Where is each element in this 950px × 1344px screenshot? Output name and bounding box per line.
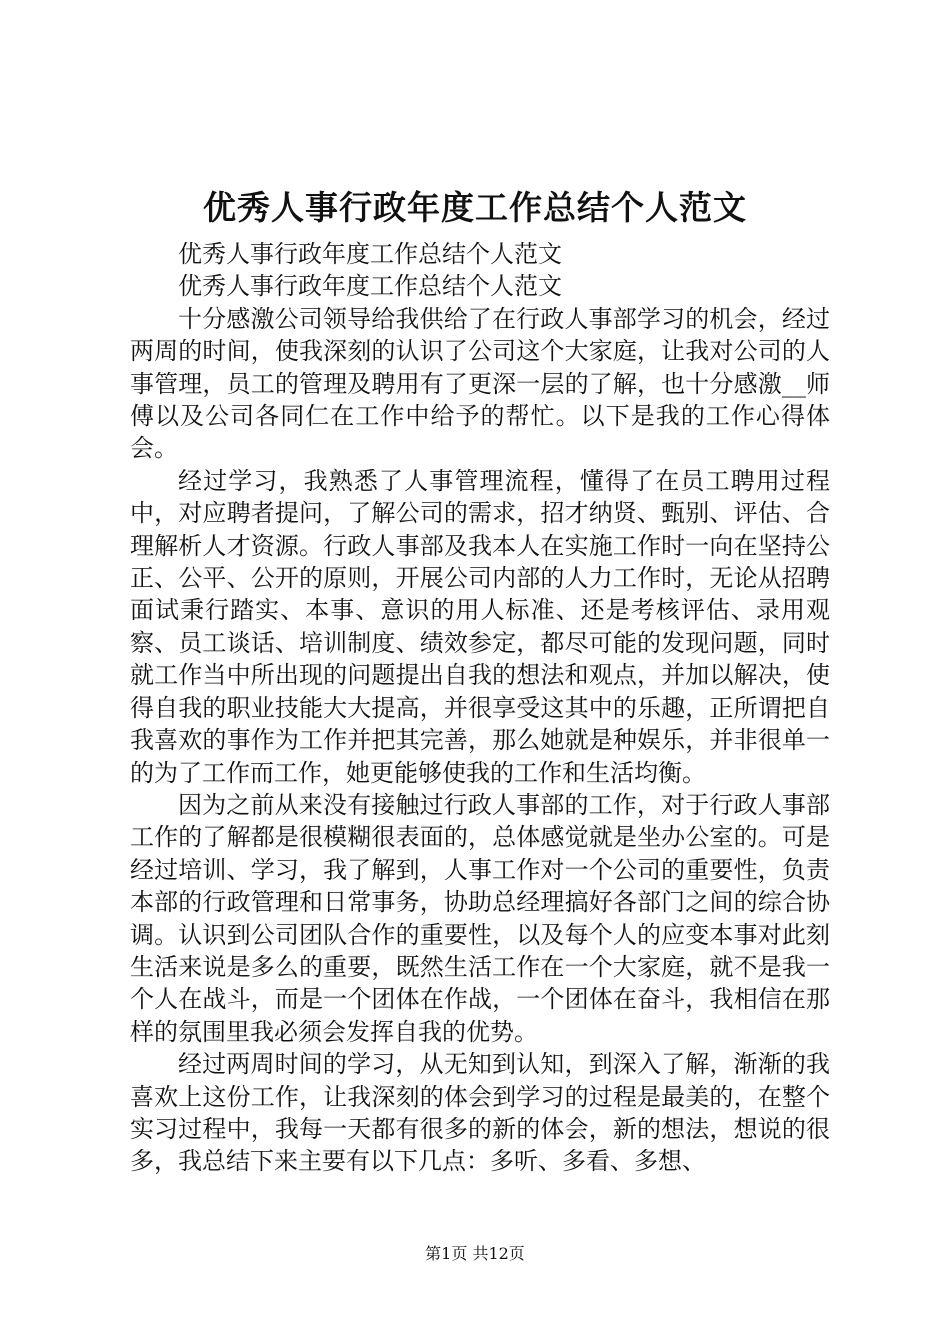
subtitle-line: 优秀人事行政年度工作总结个人范文 (178, 240, 562, 268)
body-paragraph: 经过学习，我熟悉了人事管理流程，懂得了在员工聘用过程中，对应聘者提问，了解公司的需求，招才纳贤、甄别、评估、合理解析人才资源。行政人事部及我本人在实施工作时一向在坚持公正、公平、公开的原则，开展公司内部的人力工作时，无论从招聘面试秉行踏实、本事、意识的用人标准、还是考核评估、录用观察、员工谈话、培训制度、绩效参定，都尽可能的发现问题，同时就工作当中所出现的问题提出自我的想法和观点，并加以解决，使得自我的职业技能大大提高，并很享受这其中的乐趣，正所谓把自我喜欢的事作为工作并把其完善，那么她就是种娱乐，并非很单一的为了工作而工作，她更能够使我的工作和生活均衡。 (130, 466, 830, 787)
body-paragraph: 因为之前从来没有接触过行政人事部的工作，对于行政人事部工作的了解都是很模糊很表面的，总体感觉就是坐办公室的。可是经过培训、学习，我了解到，人事工作对一个公司的重要性，负责本部的行政管理和日常事务，协助总经理搞好各部门之间的综合协调。认识到公司团队合作的重要性，以及每个人的应变本事对此刻生活来说是多么的重要，既然生活工作在一个大家庭，就不是我一个人在战斗，而是一个团体在作战，一个团体在奋斗，我相信在那样的氛围里我必须会发挥自我的优势。 (130, 790, 830, 1046)
subtitle-line: 优秀人事行政年度工作总结个人范文 (178, 272, 562, 301)
document-title: 优秀人事行政年度工作总结个人范文 (203, 188, 747, 227)
body-paragraph: 经过两周时间的学习，从无知到认知，到深入了解，渐渐的我喜欢上这份工作，让我深刻的体会到学习的过程是最美的，在整个实习过程中，我每一天都有很多的新的体会，新的想法，想说的很多，我总结下来主要有以下几点：多听、多看、多想、 (130, 1050, 830, 1176)
body-paragraph: 十分感激公司领导给我供给了在行政人事部学习的机会，经过两周的时间，使我深刻的认识了公司这个大家庭，让我对公司的人事管理，员工的管理及聘用有了更深一层的了解，也十分感激__师傅以及公司各同仁在工作中给予的帮忙。以下是我的工作心得体会。 (130, 304, 830, 463)
page-number-footer: 第1页 共12页 (425, 1244, 525, 1263)
document-body (130, 238, 830, 1178)
